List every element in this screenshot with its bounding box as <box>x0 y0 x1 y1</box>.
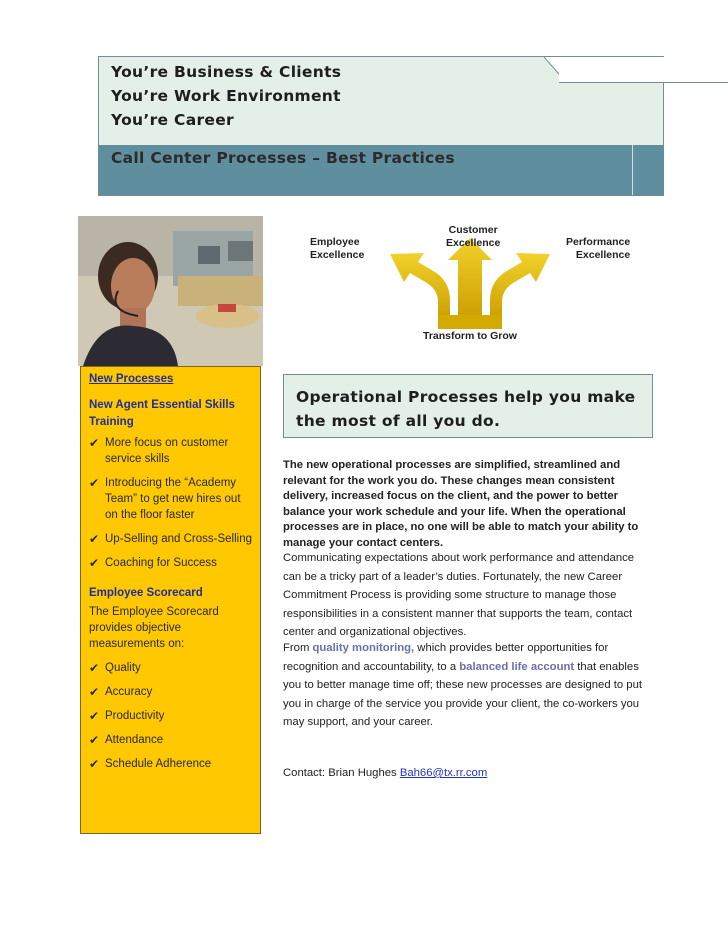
check-icon: ✔ <box>89 733 100 747</box>
callout-box <box>283 374 653 438</box>
transform-to-grow-label: Transform to Grow <box>423 330 517 342</box>
employee-excellence-label <box>310 236 364 262</box>
list-item <box>89 708 252 724</box>
header-line-2: You’re Work Environment <box>111 87 341 105</box>
list-item <box>89 684 252 700</box>
new-processes-heading: New Processes <box>89 373 174 385</box>
contact-label: Contact: Brian Hughes <box>283 767 400 779</box>
employee-label-line1: Employee <box>310 236 360 248</box>
header-banner <box>98 56 664 196</box>
quality-monitoring-highlight: quality monitoring, <box>312 642 415 654</box>
check-icon: ✔ <box>89 685 100 699</box>
header-bottom-corner <box>632 145 664 195</box>
contact-line <box>283 764 643 783</box>
list-item <box>89 756 252 772</box>
list-item-text: Quality <box>105 662 141 674</box>
list-item-text: More focus on customer service skills <box>105 437 229 465</box>
check-icon: ✔ <box>89 476 100 490</box>
performance-excellence-label <box>566 236 630 262</box>
para3-text-c: that enables you to better manage time off; these new processes are designed to put you in charge of the service you provide your client, the co-workers you may support, and your career. <box>283 660 643 728</box>
list-item-text: Accuracy <box>105 686 153 698</box>
scorecard-intro: The Employee Scorecard provides objective measurements on: <box>89 606 219 650</box>
balanced-life-highlight: balanced life account <box>459 660 575 673</box>
performance-label-line2: Excellence <box>575 249 631 261</box>
list-item-text: Schedule Adherence <box>105 758 212 770</box>
list-item-text: Attendance <box>105 734 164 746</box>
contact-email-link[interactable]: Bah66@tx.rr.com <box>399 767 488 779</box>
callout-line-2: the most of all you do. <box>296 412 501 430</box>
list-item <box>89 531 252 547</box>
check-icon: ✔ <box>89 709 100 723</box>
expectations-paragraph: Communicating expectations about work performance and attendance can be a tricky part of a leader’s duties. Fortunately, the new Career Commitment Process is providing some structure to manage those responsibilities in a consistent manner that supports the team, contact center and organizational objectives. <box>283 552 635 638</box>
header-tab <box>559 57 728 83</box>
header-line-3: You’re Career <box>111 111 234 129</box>
customer-label-line2: Excellence <box>446 237 501 249</box>
list-item <box>89 732 252 748</box>
list-item-text: Up-Selling and Cross-Selling <box>105 533 253 545</box>
check-icon: ✔ <box>89 556 100 570</box>
sidebar-panel <box>80 366 261 834</box>
check-icon: ✔ <box>89 532 100 546</box>
intro-paragraph: The new operational processes are simplified, streamlined and relevant for the work you do. These changes mean consistent delivery, increased focus on the client, and the power to better balance your work schedule and your life. When the operational processes are in place, no one will be able to match your ability to manage your contact centers. <box>283 459 639 549</box>
check-icon: ✔ <box>89 436 100 450</box>
arrow-diagram <box>300 220 640 350</box>
scorecard-list <box>89 660 252 772</box>
performance-label-line1: Performance <box>566 236 631 248</box>
list-item-text: Coaching for Success <box>105 557 217 569</box>
list-item-text: Introducing the “Academy Team” to get new hires out on the floor faster <box>105 477 241 521</box>
para3-text-b: which provides better opportunities for recognition and accountability, to a <box>283 642 609 673</box>
customer-excellence-label <box>446 224 500 250</box>
employee-label-line2: Excellence <box>310 249 365 261</box>
header-line-1: You’re Business & Clients <box>111 63 342 81</box>
header-subtitle: Call Center Processes – Best Practices <box>111 149 455 167</box>
list-item <box>89 660 252 676</box>
call-center-photo <box>78 216 263 366</box>
training-list <box>89 435 252 571</box>
list-item <box>89 435 252 467</box>
scorecard-heading: Employee Scorecard <box>89 587 203 599</box>
list-item-text: Productivity <box>105 710 165 722</box>
list-item <box>89 555 252 571</box>
customer-label-line1: Customer <box>448 224 498 236</box>
check-icon: ✔ <box>89 757 100 771</box>
check-icon: ✔ <box>89 661 100 675</box>
list-item <box>89 475 252 523</box>
para3-text-a: From <box>283 642 313 654</box>
processes-paragraph <box>283 639 643 732</box>
callout-line-1: Operational Processes help you make <box>296 388 636 406</box>
agent-training-heading: New Agent Essential Skills Training <box>89 399 235 428</box>
